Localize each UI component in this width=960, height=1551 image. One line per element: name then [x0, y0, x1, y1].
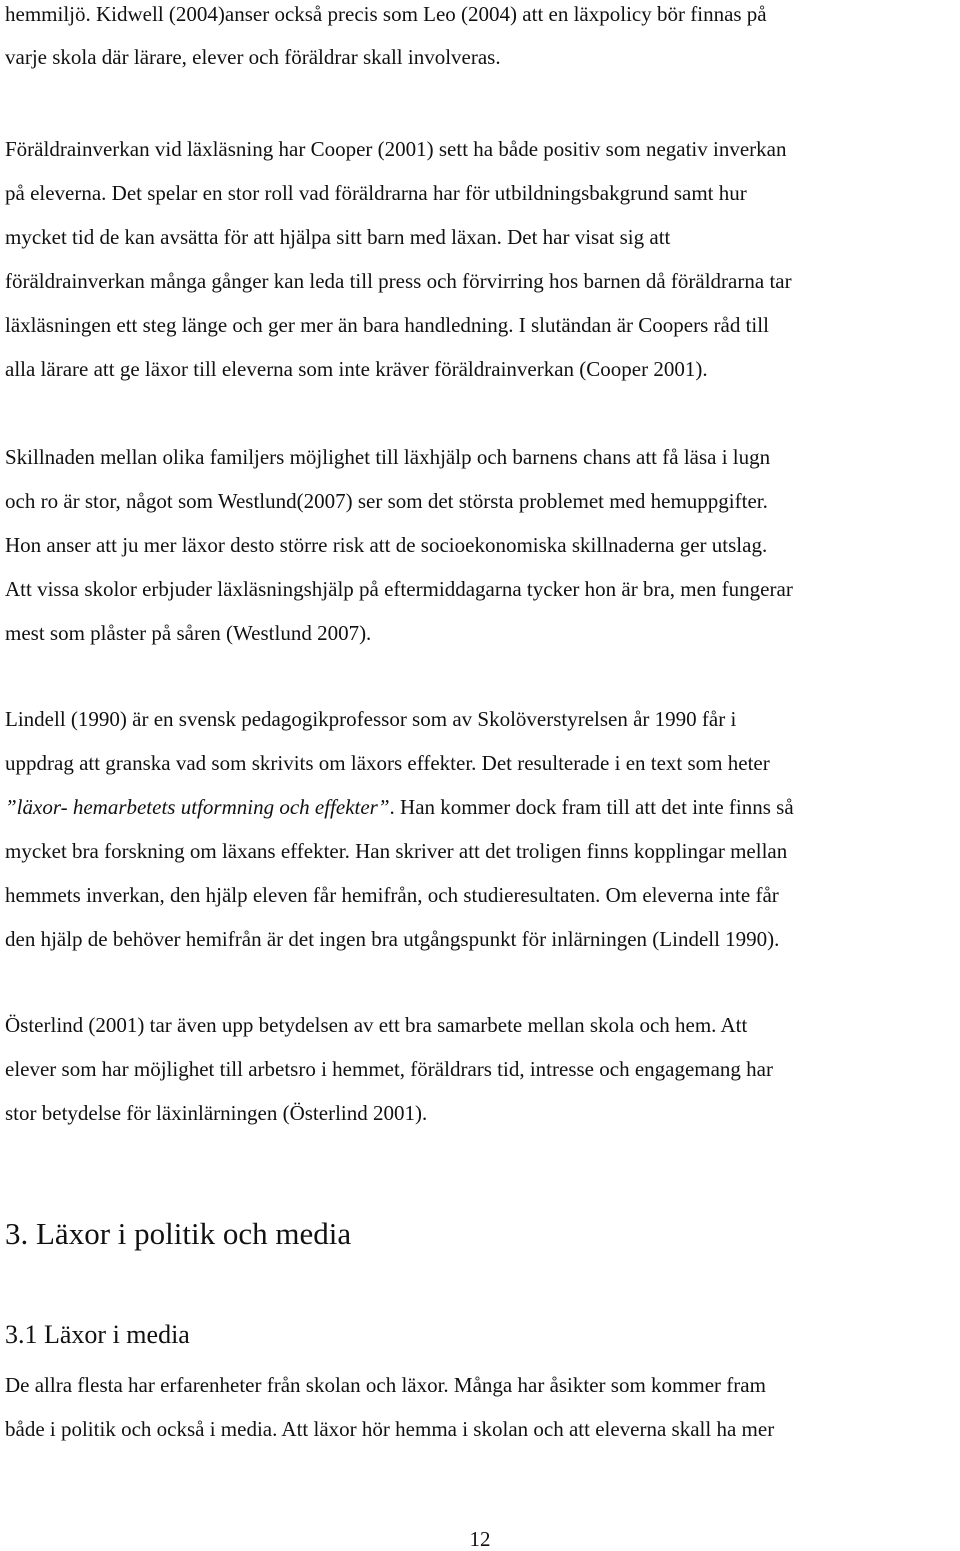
text-line	[5, 795, 794, 819]
text-line: mycket tid de kan avsätta för att hjälpa sitt barn med läxan. Det har visat sig att	[5, 225, 671, 249]
text-line: varje skola där lärare, elever och föräldrar skall involveras.	[5, 45, 501, 69]
text-line: elever som har möjlighet till arbetsro i hemmet, föräldrars tid, intresse och engagemang har	[5, 1057, 773, 1081]
text-line: Föräldrainverkan vid läxläsning har Cooper (2001) sett ha både positiv som negativ inverkan	[5, 137, 787, 161]
italic-title: ”läxor- hemarbetets utformning och effekter”	[5, 795, 390, 819]
text-line: mest som plåster på såren (Westlund 2007).	[5, 621, 372, 645]
text-line: hemmiljö. Kidwell (2004)anser också precis som Leo (2004) att en läxpolicy bör finnas på	[5, 2, 767, 26]
text-line: läxläsningen ett steg länge och ger mer än bara handledning. I slutändan är Coopers råd till	[5, 313, 769, 337]
text-line: De allra flesta har erfarenheter från skolan och läxor. Många har åsikter som kommer fram	[5, 1373, 766, 1397]
section-heading: 3. Läxor i politik och media	[5, 1216, 352, 1251]
text-line: Lindell (1990) är en svensk pedagogikprofessor som av Skolöverstyrelsen år 1990 får i	[5, 707, 737, 731]
text-line: alla lärare att ge läxor till eleverna som inte kräver föräldrainverkan (Cooper 2001).	[5, 357, 708, 381]
text-line: föräldrainverkan många gånger kan leda till press och förvirring hos barnen då föräldrarna tar	[5, 269, 792, 293]
text-line: Österlind (2001) tar även upp betydelsen av ett bra samarbete mellan skola och hem. Att	[5, 1013, 748, 1037]
text-line: Hon anser att ju mer läxor desto större risk att de socioekonomiska skillnaderna ger utslag.	[5, 533, 768, 557]
text-line: mycket bra forskning om läxans effekter. Han skriver att det troligen finns kopplingar mellan	[5, 839, 788, 863]
text-run: . Han kommer dock fram till att det inte finns så	[389, 795, 794, 819]
text-line: Skillnaden mellan olika familjers möjlighet till läxhjälp och barnens chans att få läsa i lugn	[5, 445, 771, 469]
page-number: 12	[469, 1527, 491, 1551]
text-line: och ro är stor, något som Westlund(2007) ser som det största problemet med hemuppgifter.	[5, 489, 768, 513]
subsection-heading: 3.1 Läxor i media	[5, 1320, 190, 1349]
text-line: Att vissa skolor erbjuder läxläsningshjälp på eftermiddagarna tycker hon är bra, men fungerar	[5, 577, 793, 601]
text-line: hemmets inverkan, den hjälp eleven får hemifrån, och studieresultaten. Om eleverna inte får	[5, 883, 779, 907]
text-line: uppdrag att granska vad som skrivits om läxors effekter. Det resulterade i en text som heter	[5, 751, 770, 775]
text-line: den hjälp de behöver hemifrån är det ingen bra utgångspunkt för inlärningen (Lindell 1990).	[5, 927, 780, 951]
text-line: både i politik och också i media. Att läxor hör hemma i skolan och att eleverna skall ha mer	[5, 1417, 775, 1441]
text-line: stor betydelse för läxinlärningen (Österlind 2001).	[5, 1101, 428, 1125]
text-line: på eleverna. Det spelar en stor roll vad föräldrarna har för utbildningsbakgrund samt hur	[5, 181, 747, 205]
